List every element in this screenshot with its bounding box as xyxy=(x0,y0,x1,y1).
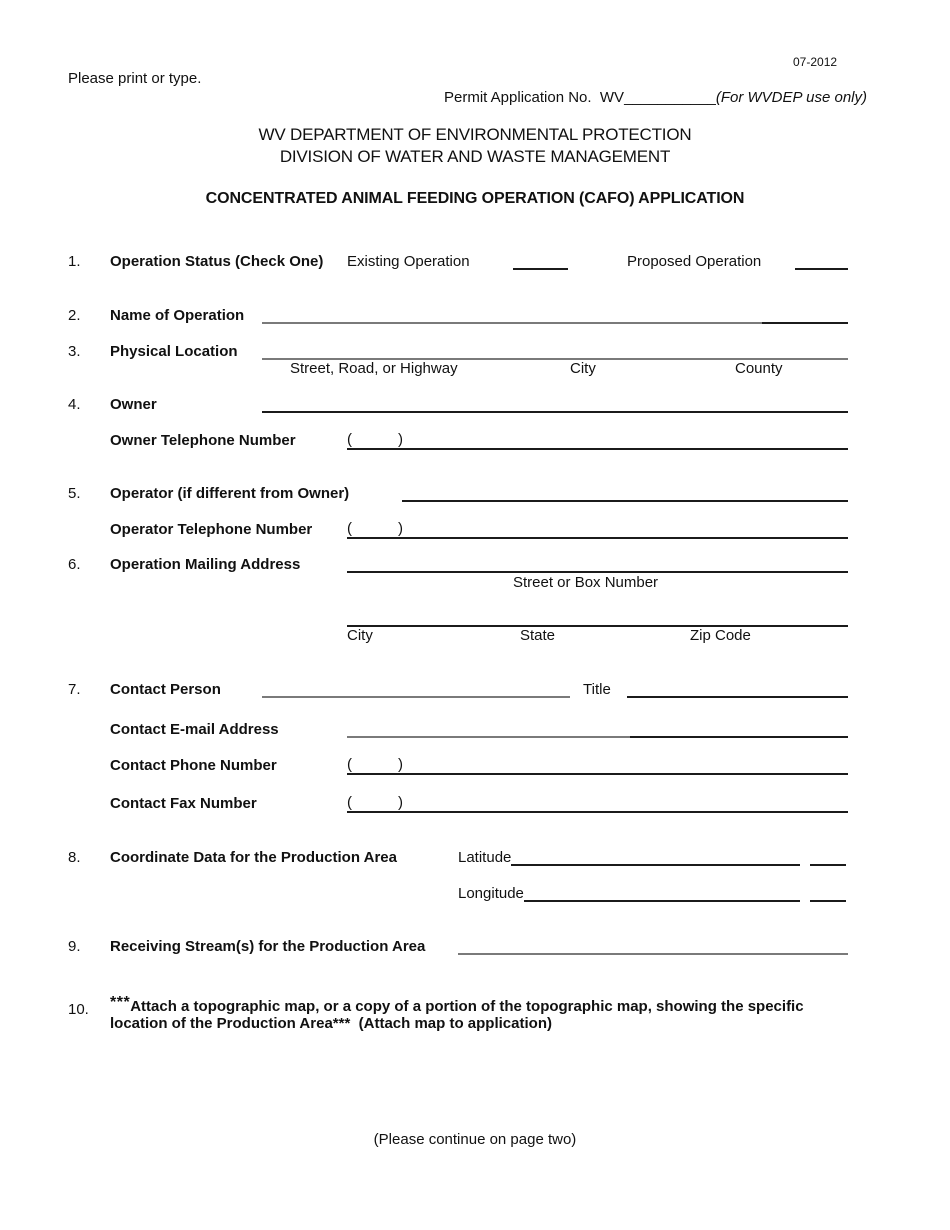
topographic-map-note-line2: location of the Production Area*** (Attach map to application) xyxy=(110,1014,552,1032)
physical-location-field[interactable] xyxy=(262,342,848,360)
contact-person-field[interactable] xyxy=(262,680,570,698)
print-or-type-note: Please print or type. xyxy=(68,70,202,87)
receiving-streams-label: Receiving Stream(s) for the Production Area xyxy=(110,938,426,955)
physical-location-street-sublabel: Street, Road, or Highway xyxy=(290,360,458,377)
longitude-label: Longitude xyxy=(458,885,524,902)
longitude-field[interactable] xyxy=(524,884,800,902)
division-name: DIVISION OF WATER AND WASTE MANAGEMENT xyxy=(279,147,671,166)
item1-number: 1. xyxy=(68,253,81,270)
contact-person-label: Contact Person xyxy=(110,681,221,698)
operation-status-label: Operation Status (Check One) xyxy=(110,253,324,270)
longitude-field-end[interactable] xyxy=(810,884,846,902)
mailing-address-street-field[interactable] xyxy=(347,555,848,573)
topographic-map-note-line1: Attach a topographic map, or a copy of a portion of the topographic map, showing the specific xyxy=(130,998,804,1015)
owner-telephone-field[interactable] xyxy=(347,431,848,450)
owner-telephone-label: Owner Telephone Number xyxy=(110,432,296,449)
latitude-field[interactable] xyxy=(511,848,800,866)
paren-close: ) xyxy=(398,520,403,537)
receiving-streams-field[interactable] xyxy=(458,937,848,955)
item7-number: 7. xyxy=(68,681,81,698)
paren-close: ) xyxy=(398,431,403,448)
longitude-row xyxy=(458,884,846,902)
name-of-operation-field[interactable] xyxy=(262,306,762,324)
contact-email-label: Contact E-mail Address xyxy=(110,721,279,738)
paren-open: ( xyxy=(347,520,352,537)
revision-date: 07-2012 xyxy=(793,55,838,69)
asterisks-superscript: *** xyxy=(110,994,131,1011)
item9-number: 9. xyxy=(68,938,81,955)
proposed-operation-label: Proposed Operation xyxy=(627,253,762,270)
contact-email-field[interactable] xyxy=(347,720,630,738)
existing-operation-label: Existing Operation xyxy=(347,253,470,270)
contact-phone-field[interactable] xyxy=(347,756,848,775)
mailing-street-sublabel: Street or Box Number xyxy=(513,574,659,591)
mailing-state-sublabel: State xyxy=(520,627,556,644)
physical-location-city-sublabel: City xyxy=(570,360,596,377)
contact-email-field-end[interactable] xyxy=(630,720,848,738)
paren-close: ) xyxy=(398,794,403,811)
contact-fax-label: Contact Fax Number xyxy=(110,795,257,812)
item8-number: 8. xyxy=(68,849,81,866)
physical-location-county-sublabel: County xyxy=(735,360,783,377)
name-of-operation-label: Name of Operation xyxy=(110,307,245,324)
operator-telephone-field[interactable] xyxy=(347,520,848,539)
mailing-city-sublabel: City xyxy=(347,627,373,644)
latitude-row xyxy=(458,848,846,866)
mailing-address-label: Operation Mailing Address xyxy=(110,556,301,573)
agency-name: WV DEPARTMENT OF ENVIRONMENTAL PROTECTION xyxy=(258,125,692,144)
operator-telephone-label: Operator Telephone Number xyxy=(110,521,313,538)
item3-number: 3. xyxy=(68,343,81,360)
physical-location-label: Physical Location xyxy=(110,343,238,360)
topographic-map-note xyxy=(110,994,855,1032)
item5-number: 5. xyxy=(68,485,81,502)
contact-title-label: Title xyxy=(583,681,611,698)
contact-phone-label: Contact Phone Number xyxy=(110,757,277,774)
form-title: CONCENTRATED ANIMAL FEEDING OPERATION (CAFO) APPLICATION xyxy=(205,190,745,207)
paren-open: ( xyxy=(347,794,352,811)
contact-fax-field[interactable] xyxy=(347,794,848,813)
mailing-address-city-state-zip-field[interactable] xyxy=(347,609,848,627)
permit-application-number-line xyxy=(444,89,867,106)
operator-field[interactable] xyxy=(402,484,848,502)
item10-number: 10. xyxy=(68,1001,89,1018)
owner-label: Owner xyxy=(110,396,157,413)
operator-label: Operator (if different from Owner) xyxy=(110,485,350,502)
item6-number: 6. xyxy=(68,556,81,573)
paren-open: ( xyxy=(347,756,352,773)
permit-application-number-label: Permit Application No. WV___________ xyxy=(444,89,716,106)
proposed-operation-check-blank[interactable] xyxy=(795,252,848,270)
wvdep-use-only-note: (For WVDEP use only) xyxy=(715,89,867,106)
item4-number: 4. xyxy=(68,396,81,413)
contact-title-field[interactable] xyxy=(627,680,848,698)
paren-close: ) xyxy=(398,756,403,773)
latitude-field-end[interactable] xyxy=(810,848,846,866)
coordinate-data-label: Coordinate Data for the Production Area xyxy=(110,849,397,866)
paren-open: ( xyxy=(347,431,352,448)
mailing-zip-sublabel: Zip Code xyxy=(690,627,751,644)
continue-page-two-note: (Please continue on page two) xyxy=(373,1131,577,1148)
name-of-operation-field-end[interactable] xyxy=(762,306,848,324)
owner-field[interactable] xyxy=(262,395,848,413)
latitude-label: Latitude xyxy=(458,849,512,866)
item2-number: 2. xyxy=(68,307,81,324)
existing-operation-check-blank[interactable] xyxy=(513,252,568,270)
